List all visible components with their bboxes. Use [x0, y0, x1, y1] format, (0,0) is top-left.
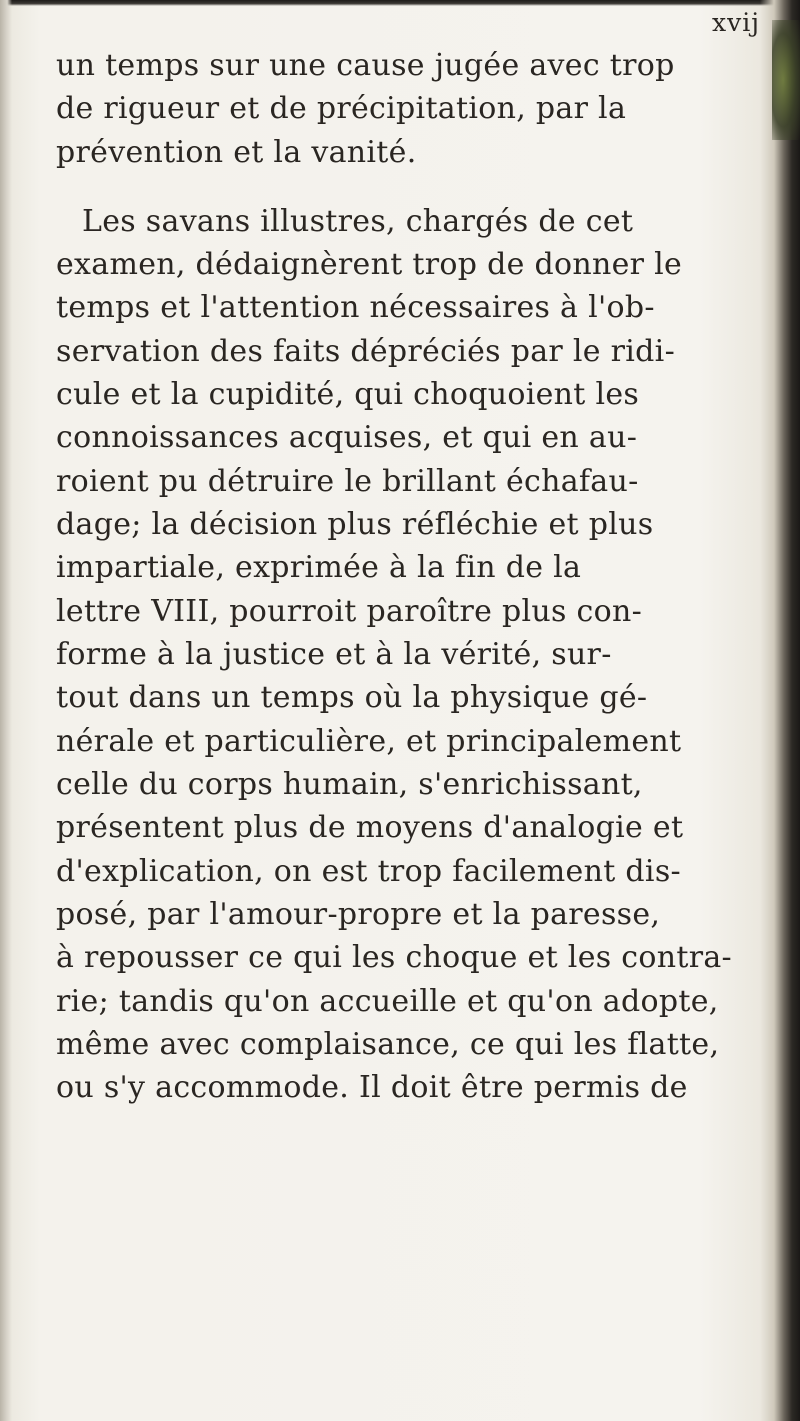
text-line: prévention et la vanité. — [56, 135, 417, 170]
text-line: nérale et particulière, et principalement — [56, 724, 682, 759]
page-number: xvij — [712, 8, 760, 37]
text-line: d'explication, on est trop facilement dis- — [56, 854, 681, 889]
text-line: dage; la décision plus réfléchie et plus — [56, 507, 654, 542]
text-line: Les savans illustres, chargés de cet — [82, 204, 634, 239]
text-line: temps et l'attention nécessaires à l'ob- — [56, 290, 655, 325]
text-line: forme à la justice et à la vérité, sur- — [56, 637, 612, 672]
text-line: servation des faits dépréciés par le ridi- — [56, 334, 676, 369]
text-line: examen, dédaignèrent trop de donner le — [56, 247, 683, 282]
text-line: connoissances acquises, et qui en au- — [56, 420, 638, 455]
text-line: posé, par l'amour-propre et la paresse, — [56, 897, 661, 932]
text-line: lettre VIII, pourroit paroître plus con- — [56, 594, 643, 629]
text-line: présentent plus de moyens d'analogie et — [56, 810, 684, 845]
text-line: tout dans un temps où la physique gé- — [56, 680, 648, 715]
text-line: un temps sur une cause jugée avec trop — [56, 48, 675, 83]
page-left-gutter — [0, 0, 12, 1421]
text-line: cule et la cupidité, qui choquoient les — [56, 377, 640, 412]
page-top-shadow — [0, 0, 800, 6]
text-line: roient pu détruire le brillant échafau- — [56, 464, 639, 499]
text-line: celle du corps humain, s'enrichissant, — [56, 767, 643, 802]
text-line: à repousser ce qui les choque et les contra- — [56, 940, 732, 975]
text-line: impartiale, exprimée à la fin de la — [56, 550, 582, 585]
text-line: rie; tandis qu'on accueille et qu'on adopte, — [56, 984, 719, 1019]
page-right-edge — [760, 0, 800, 1421]
text-line: même avec complaisance, ce qui les flatte, — [56, 1027, 720, 1062]
text-line: de rigueur et de précipitation, par la — [56, 91, 627, 126]
binding-stain — [772, 20, 800, 140]
text-line: ou s'y accommode. Il doit être permis de — [56, 1070, 688, 1105]
